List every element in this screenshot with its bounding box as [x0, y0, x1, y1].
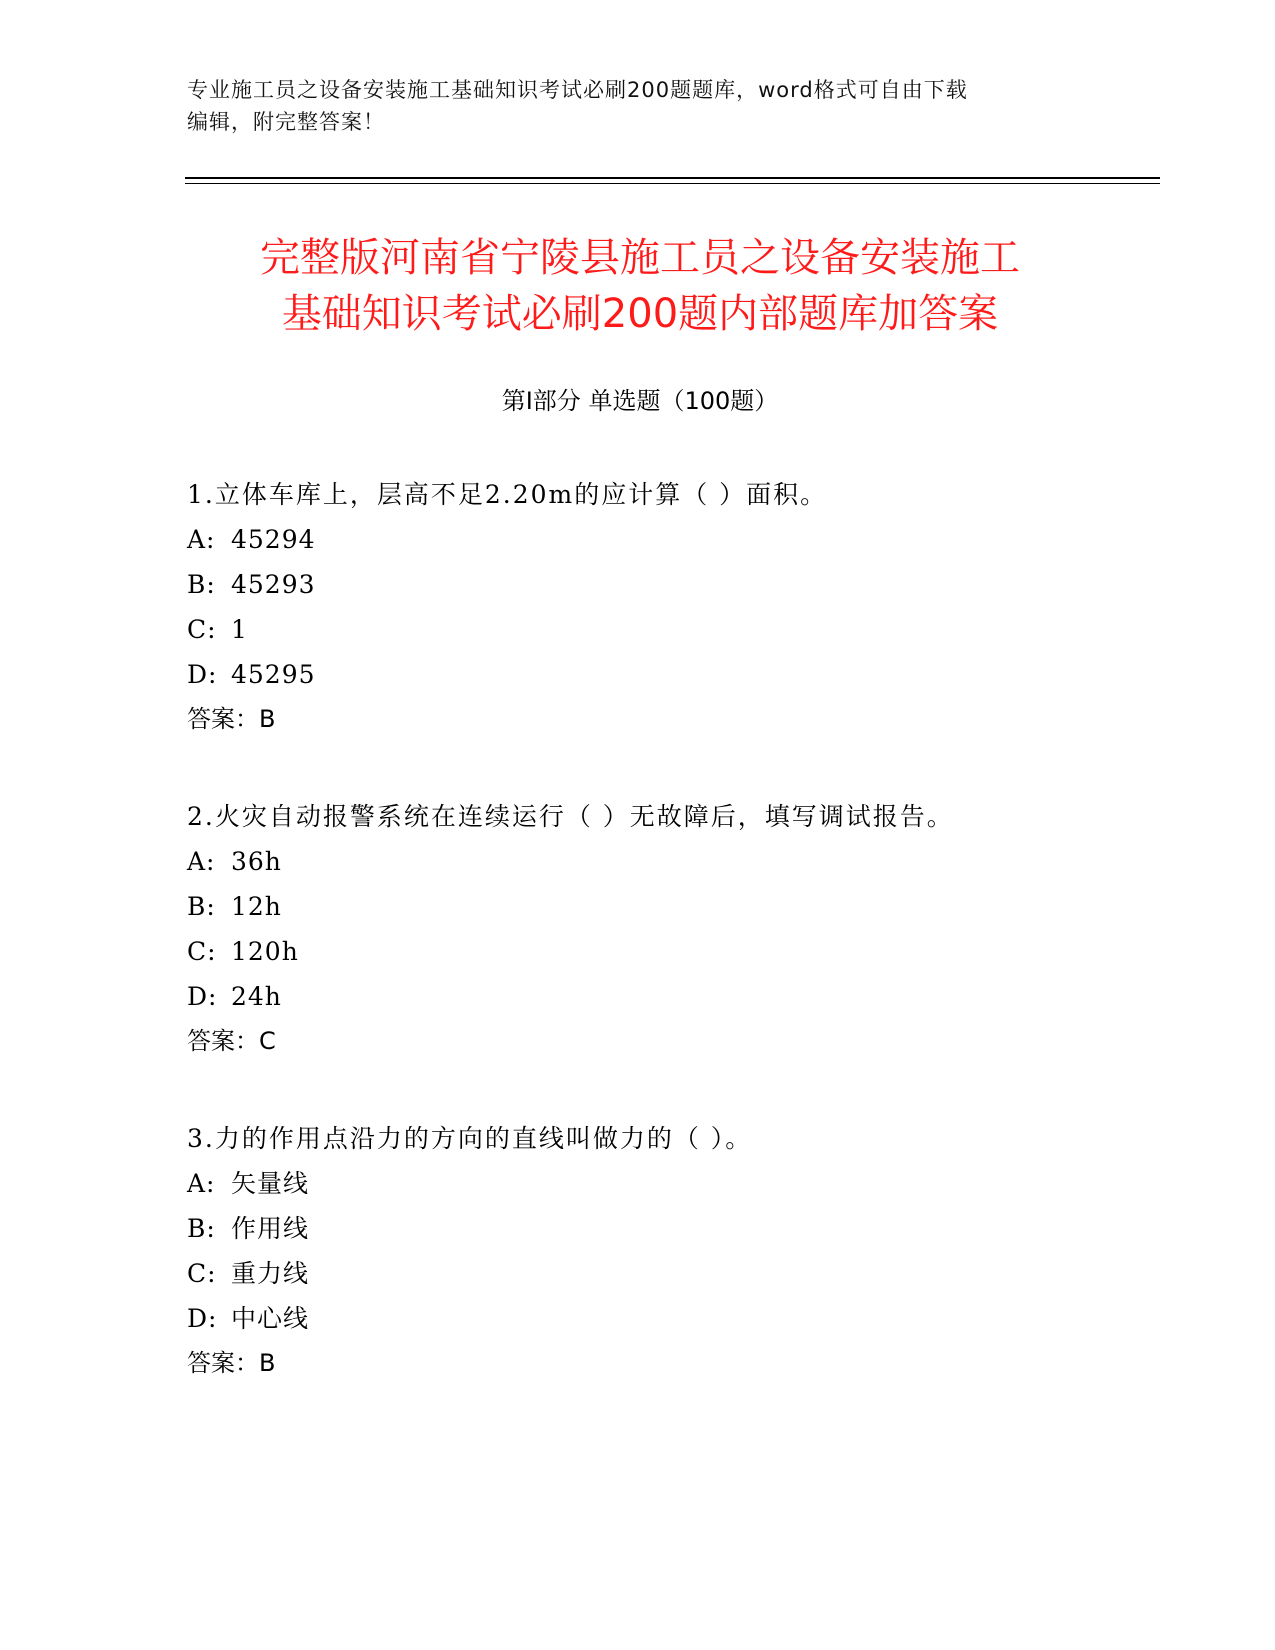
document-title: [140, 230, 1140, 342]
option-a: [187, 839, 1137, 884]
option-b: [187, 562, 1137, 607]
option-d: [187, 974, 1137, 1019]
option-text: 12h: [231, 892, 282, 921]
header-divider-thick: [185, 177, 1160, 179]
option-letter: A:: [187, 525, 216, 554]
question-1: [187, 472, 1137, 742]
header-note-line-2: 编辑，附完整答案！: [187, 110, 385, 134]
option-letter: C:: [187, 615, 217, 644]
question-3: [187, 1116, 1137, 1386]
option-text: 中心线: [231, 1304, 310, 1333]
document-title-line-2: 基础知识考试必刷200题内部题库加答案: [281, 291, 999, 337]
option-text: 45294: [231, 525, 316, 554]
option-letter: C:: [187, 1259, 217, 1288]
section-title: 第Ⅰ部分 单选题（100题）: [501, 387, 779, 415]
question-stem: 2.火灾自动报警系统在连续运行（ ）无故障后，填写调试报告。: [187, 802, 954, 831]
option-text: 作用线: [231, 1214, 310, 1243]
question-2: [187, 794, 1137, 1064]
option-text: 重力线: [231, 1259, 310, 1288]
option-text: 45293: [231, 570, 316, 599]
option-letter: B:: [187, 1214, 216, 1243]
option-c: [187, 607, 1137, 652]
option-letter: D:: [187, 982, 218, 1011]
option-d: [187, 652, 1137, 697]
option-text: 1: [231, 615, 248, 644]
header-note-line-1: 专业施工员之设备安装施工基础知识考试必刷200题题库，word格式可自由下载: [187, 78, 968, 102]
option-text: 24h: [231, 982, 282, 1011]
option-letter: B:: [187, 570, 216, 599]
option-d: [187, 1296, 1137, 1341]
option-text: 120h: [231, 937, 299, 966]
option-letter: D:: [187, 660, 218, 689]
option-letter: A:: [187, 847, 216, 876]
option-c: [187, 929, 1137, 974]
option-a: [187, 517, 1137, 562]
option-letter: A:: [187, 1169, 216, 1198]
answer-line: 答案：C: [187, 1027, 276, 1055]
option-b: [187, 884, 1137, 929]
header-divider-thin: [185, 183, 1160, 184]
header-note: [187, 74, 1087, 138]
option-letter: B:: [187, 892, 216, 921]
option-letter: D:: [187, 1304, 218, 1333]
option-a: [187, 1161, 1137, 1206]
answer-line: 答案：B: [187, 705, 276, 733]
option-text: 45295: [231, 660, 316, 689]
option-letter: C:: [187, 937, 217, 966]
document-title-line-1: 完整版河南省宁陵县施工员之设备安装施工: [260, 235, 1020, 281]
option-b: [187, 1206, 1137, 1251]
question-list: [187, 472, 1137, 1438]
answer-line: 答案：B: [187, 1349, 276, 1377]
option-c: [187, 1251, 1137, 1296]
option-text: 36h: [231, 847, 282, 876]
option-text: 矢量线: [231, 1169, 310, 1198]
question-stem: 3.力的作用点沿力的方向的直线叫做力的（ ）。: [187, 1124, 753, 1153]
question-stem: 1.立体车库上，层高不足2.20m的应计算（ ）面积。: [187, 480, 828, 509]
